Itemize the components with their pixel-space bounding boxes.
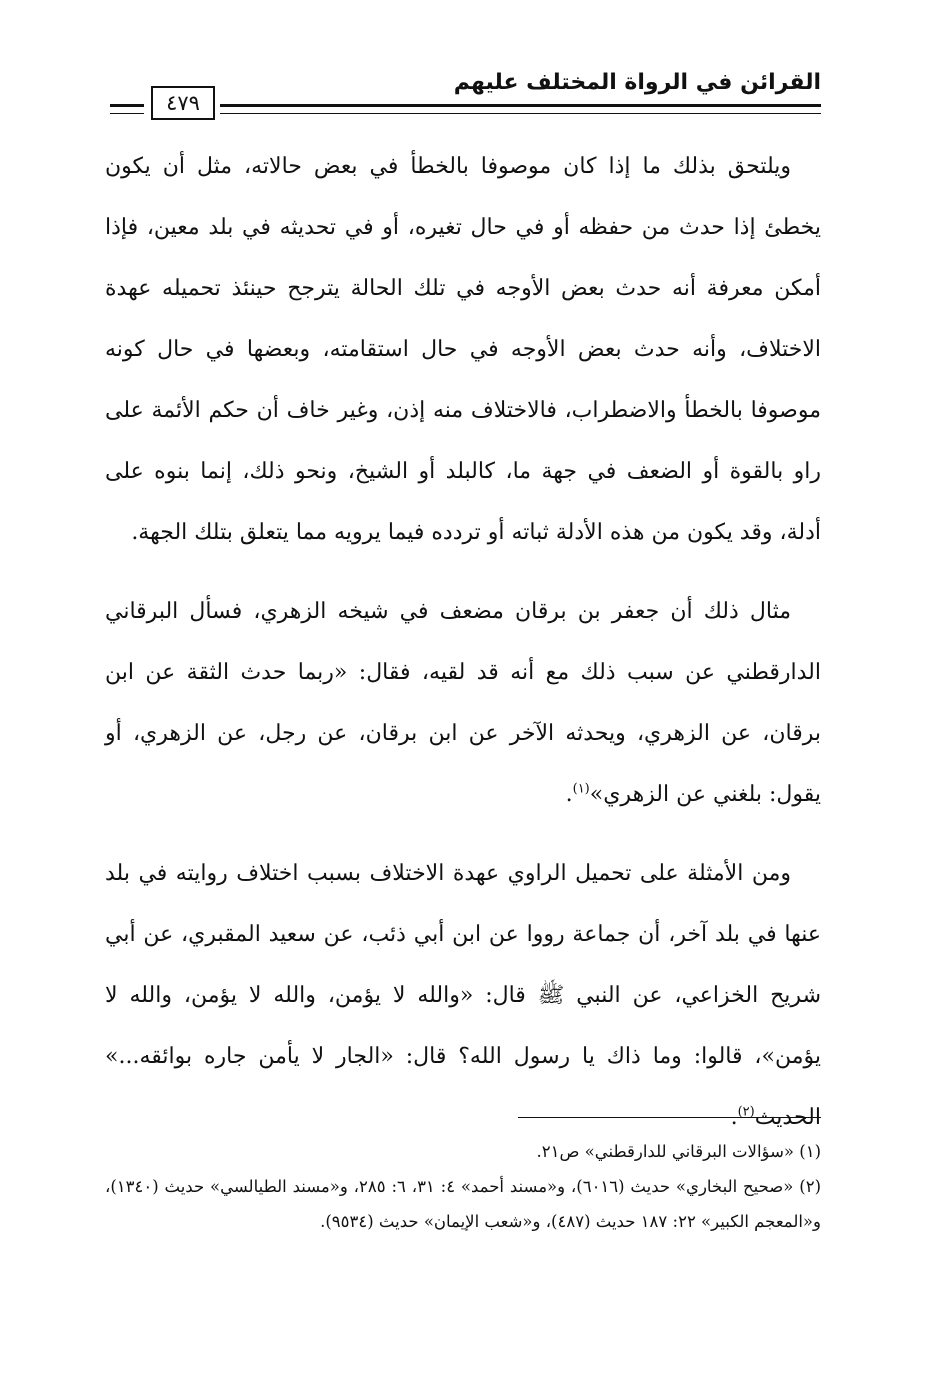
- header-rule-left: [110, 104, 144, 114]
- footnote-1: (١) «سؤالات البرقاني للدارقطني» ص٢١.: [536, 1142, 821, 1161]
- paragraph-3-end: .: [730, 1105, 738, 1130]
- footnotes: [105, 1134, 821, 1239]
- footnote-2: (٢) «صحيح البخاري» حديث (٦٠١٦)، و«مسند أحمد» ٤: ٣١، ٦: ٢٨٥، و«مسند الطيالسي» حديث (١٣٤٠)، و«المعجم الكبير» ٢٢: ١٨٧ حديث (٤٨٧)، و«شعب الإيمان» حديث (٩٥٣٤).: [105, 1177, 821, 1231]
- header-rule: [220, 104, 821, 114]
- footnote-ref-1: (١): [572, 781, 590, 797]
- paragraph-1: ويلتحق بذلك ما إذا كان موصوفا بالخطأ في بعض حالاته، مثل أن يكون يخطئ إذا حدث من حفظه أو في حال تغيره، أو في تحديثه في بلد معين، فإذا أمكن معرفة أنه حدث بعض الأوجه في تلك الحالة يترجح حينئذ تحميله عهدة الاختلاف، وأنه حدث بعض الأوجه في حال استقامته، وبعضها في حال كونه موصوفا بالخطأ والاضطراب، فالاختلاف منه إذن، وغير خاف أن حكم الأئمة على راو بالقوة أو الضعف في جهة ما، كالبلد أو الشيخ، ونحو ذلك، إنما بنوه على أدلة، وقد يكون من هذه الأدلة ثباته أو تردده فيما يرويه مما يتعلق بتلك الجهة.: [105, 154, 821, 545]
- paragraph-3: [105, 843, 821, 1148]
- paragraph-3-text: ومن الأمثلة على تحميل الراوي عهدة الاختلاف بسبب اختلاف روايته في بلد عنها في بلد آخر، أن جماعة رووا عن ابن أبي ذئب، عن سعيد المقبري، عن أبي شريح الخزاعي، عن النبي ﷺ قال: «والله لا يؤمن، والله لا يؤمن، والله لا يؤمن»، قالوا: وما ذاك يا رسول الله؟ قال: «الجار لا يأمن جاره بوائقه...» الحديث: [105, 861, 822, 1130]
- paragraph-2-end: .: [565, 782, 573, 807]
- page-number: ٤٧٩: [151, 86, 215, 120]
- running-header-title: القرائن في الرواة المختلف عليهم: [453, 70, 821, 95]
- footnote-ref-2: (٢): [737, 1104, 755, 1120]
- footnote-separator: [518, 1117, 821, 1118]
- paragraph-2: [105, 581, 821, 825]
- paragraph-2-text: مثال ذلك أن جعفر بن برقان مضعف في شيخه الزهري، فسأل البرقاني الدارقطني عن سبب ذلك مع أنه قد لقيه، فقال: «ربما حدث الثقة عن ابن برقان، عن الزهري، ويحدثه الآخر عن ابن برقان، عن رجل، عن الزهري، أو يقول: بلغني عن الزهري»: [105, 599, 821, 807]
- body-text: [105, 136, 821, 1148]
